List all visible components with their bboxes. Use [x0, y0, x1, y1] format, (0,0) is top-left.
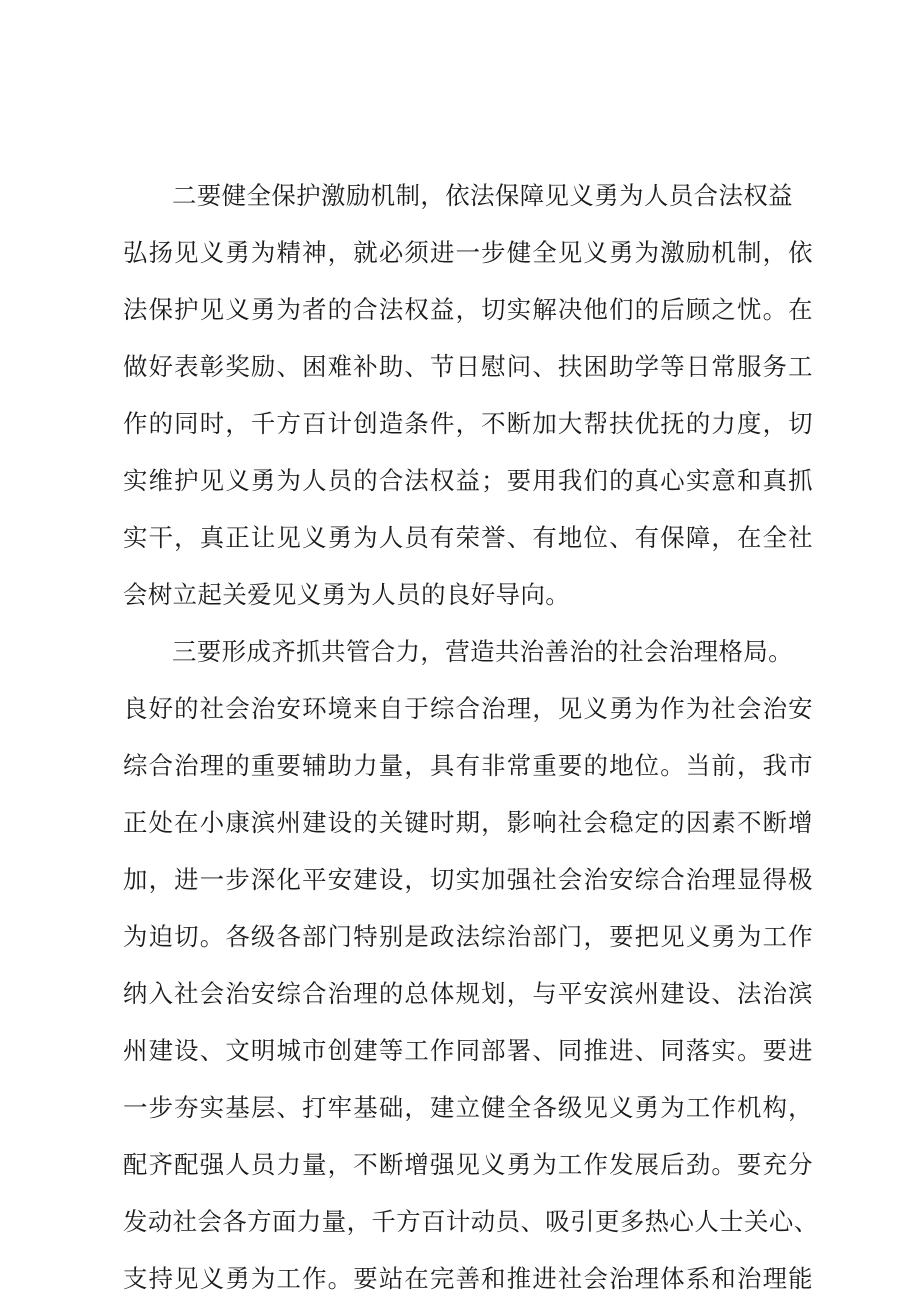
text-line: 做好表彰奖励、困难补助、节日慰问、扶困助学等日常服务工 [123, 352, 813, 381]
text-line: 配齐配强人员力量，不断增强见义勇为工作发展后劲。要充分 [123, 1150, 813, 1179]
text-line: 一步夯实基层、打牢基础，建立健全各级见义勇为工作机构， [123, 1093, 813, 1122]
text-line: 良好的社会治安环境来自于综合治理，见义勇为作为社会治安 [123, 694, 813, 723]
text-line: 法保护见义勇为者的合法权益，切实解决他们的后顾之忧。在 [123, 295, 813, 324]
text-line: 弘扬见义勇为精神，就必须进一步健全见义勇为激励机制，依 [123, 238, 813, 267]
text-line: 州建设、文明城市创建等工作同部署、同推进、同落实。要进 [123, 1036, 813, 1065]
paragraph-two [123, 167, 813, 623]
text-line: 支持见义勇为工作。要站在完善和推进社会治理体系和治理能 [123, 1264, 813, 1293]
text-line: 综合治理的重要辅助力量，具有非常重要的地位。当前，我市 [123, 751, 813, 780]
paragraph-heading-line: 三要形成齐抓共管合力，营造共治善治的社会治理格局。 [172, 637, 794, 666]
paragraph-heading-line: 二要健全保护激励机制，依法保障见义勇为人员合法权益 [172, 181, 794, 210]
text-line: 纳入社会治安综合治理的总体规划，与平安滨州建设、法治滨 [123, 979, 813, 1008]
text-line: 加，进一步深化平安建设，切实加强社会治安综合治理显得极 [123, 865, 813, 894]
text-line: 正处在小康滨州建设的关键时期，影响社会稳定的因素不断增 [123, 808, 813, 837]
text-line: 为迫切。各级各部门特别是政法综治部门，要把见义勇为工作 [123, 922, 813, 951]
text-line: 发动社会各方面力量，千方百计动员、吸引更多热心人士关心、 [123, 1207, 819, 1236]
paragraph-three [123, 623, 819, 1307]
body-text [123, 167, 819, 1307]
text-line: 实维护见义勇为人员的合法权益；要用我们的真心实意和真抓 [123, 466, 813, 495]
text-line: 作的同时，千方百计创造条件，不断加大帮扶优抚的力度，切 [123, 409, 813, 438]
text-line: 会树立起关爱见义勇为人员的良好导向。 [123, 580, 571, 609]
text-line: 实干，真正让见义勇为人员有荣誉、有地位、有保障，在全社 [123, 523, 813, 552]
